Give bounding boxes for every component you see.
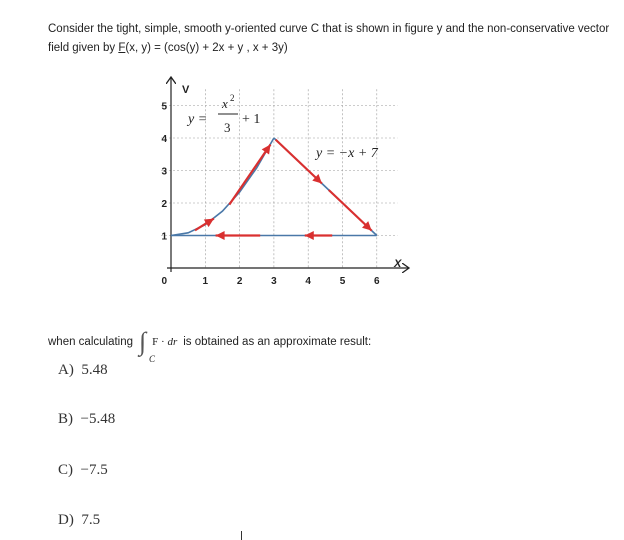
curve-label-rhs: + 1 [242, 112, 261, 127]
curve-equation-label [186, 93, 260, 135]
curve-graph [138, 70, 428, 300]
text-cursor [241, 531, 242, 540]
problem-text: Consider the tight, simple, smooth y-oriented curve C that is shown in figure y and the non-conservative vector field given by [48, 23, 610, 54]
integrand-dot: · [158, 336, 168, 348]
curve-label-exp: 2 [230, 93, 235, 103]
y-tick-5: 5 [161, 101, 167, 113]
integral-sign: ∫ [139, 327, 147, 356]
option-b[interactable] [58, 411, 115, 428]
x-tick-3: 3 [271, 276, 277, 287]
arrow-base-left-head [216, 231, 225, 240]
x-tick-1: 1 [202, 276, 209, 287]
question-line [48, 327, 372, 364]
y-axis-label: V [182, 84, 190, 96]
option-b-label: B) [58, 411, 73, 427]
curve-label-den: 3 [224, 120, 231, 135]
option-a-value: 5.48 [81, 362, 108, 378]
curve-label-lhs: y = [188, 112, 208, 127]
option-a-label: A) [58, 362, 74, 378]
question-before: when calculating [48, 336, 134, 348]
y-tick-4: 4 [161, 134, 167, 145]
y-tick-1: 1 [161, 231, 167, 243]
option-c-label: C) [58, 462, 73, 478]
origin-tick: 0 [161, 276, 167, 287]
y-tick-3: 3 [161, 166, 167, 178]
integral-subscript: C [149, 354, 156, 364]
option-d-label: D) [58, 512, 74, 528]
problem-statement [48, 20, 618, 58]
x-tick-6: 6 [374, 276, 380, 287]
y-tick-2: 2 [161, 199, 167, 210]
option-d-value: 7.5 [81, 512, 101, 528]
question-after: is obtained as an approximate result: [183, 336, 372, 348]
option-c[interactable] [58, 462, 108, 479]
arrow-line-upper [276, 140, 322, 184]
option-a[interactable] [58, 362, 108, 379]
x-axis-label: X [394, 258, 402, 270]
tick-labels [161, 102, 380, 288]
integrand-field: F [152, 336, 159, 348]
arrow-parabola-high [229, 145, 270, 205]
option-c-value: −7.5 [80, 462, 108, 478]
arrow-base-right-head [305, 231, 314, 240]
curve-label-num: x [222, 96, 228, 111]
option-d[interactable] [58, 512, 100, 529]
axes [167, 78, 408, 272]
line-equation-label: y = −x + 7 [316, 146, 378, 161]
x-tick-5: 5 [339, 276, 346, 287]
field-formula: (x, y) = (cos(y) + 2x + y , x + 3y) [125, 42, 288, 54]
integrand-dr: dr [167, 336, 178, 348]
field-name: F [118, 42, 126, 54]
integrand [152, 336, 177, 348]
option-b-value: −5.48 [80, 411, 116, 427]
x-tick-2: 2 [236, 276, 243, 287]
x-tick-4: 4 [305, 276, 311, 287]
parabola-segment [171, 138, 274, 236]
line-integral [139, 327, 178, 364]
